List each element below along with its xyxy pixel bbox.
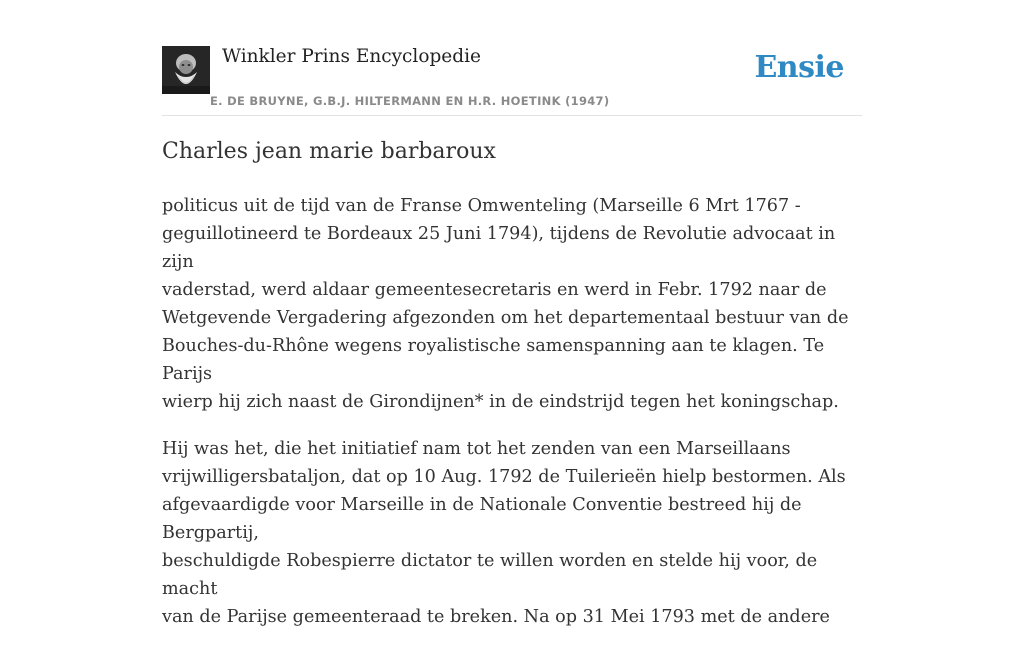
paragraph-line: Bouches-du-Rhône wegens royalistische samenspanning aan te klagen. Te Parijs (162, 336, 825, 384)
paragraph-line: beschuldigde Robespierre dictator te willen worden en stelde hij voor, de macht (162, 551, 818, 599)
paragraph-line: afgevaardigde voor Marseille in de Nationale Conventie bestreed hij de Bergpartij, (162, 495, 802, 543)
ensie-logo[interactable]: Ensie (754, 50, 844, 85)
paragraph-line: van de Parijse gemeenteraad te breken. Na op 31 Mei 1793 met de andere (162, 607, 830, 627)
article-title: Charles jean marie barbaroux (162, 139, 496, 164)
paragraph-line: vaderstad, werd aldaar gemeentesecretaris en werd in Febr. 1792 naar de (162, 280, 827, 300)
paragraph-line: wierp hij zich naast de Girondijnen* in de eindstrijd tegen het koningschap. (162, 392, 839, 412)
source-title[interactable]: Winkler Prins Encyclopedie (222, 46, 481, 67)
author-avatar[interactable] (162, 46, 210, 94)
header (162, 44, 862, 116)
paragraph-line: geguillotineerd te Bordeaux 25 Juni 1794), tijdens de Revolutie advocaat in zijn (162, 224, 836, 272)
article-paragraph (162, 435, 867, 631)
article-body (162, 192, 867, 650)
bearded-man-portrait-icon (162, 46, 210, 94)
paragraph-line: Hij was het, die het initiatief nam tot het zenden van een Marseillaans (162, 439, 791, 459)
paragraph-line: vrijwilligersbataljon, dat op 10 Aug. 1792 de Tuilerieën hielp bestormen. Als (162, 467, 846, 487)
source-authors: E. DE BRUYNE, G.B.J. HILTERMANN EN H.R. HOETINK (1947) (210, 94, 610, 108)
paragraph-line: politicus uit de tijd van de Franse Omwenteling (Marseille 6 Mrt 1767 - (162, 196, 801, 216)
article-paragraph (162, 192, 867, 416)
paragraph-line: Wetgevende Vergadering afgezonden om het departementaal bestuur van de (162, 308, 849, 328)
